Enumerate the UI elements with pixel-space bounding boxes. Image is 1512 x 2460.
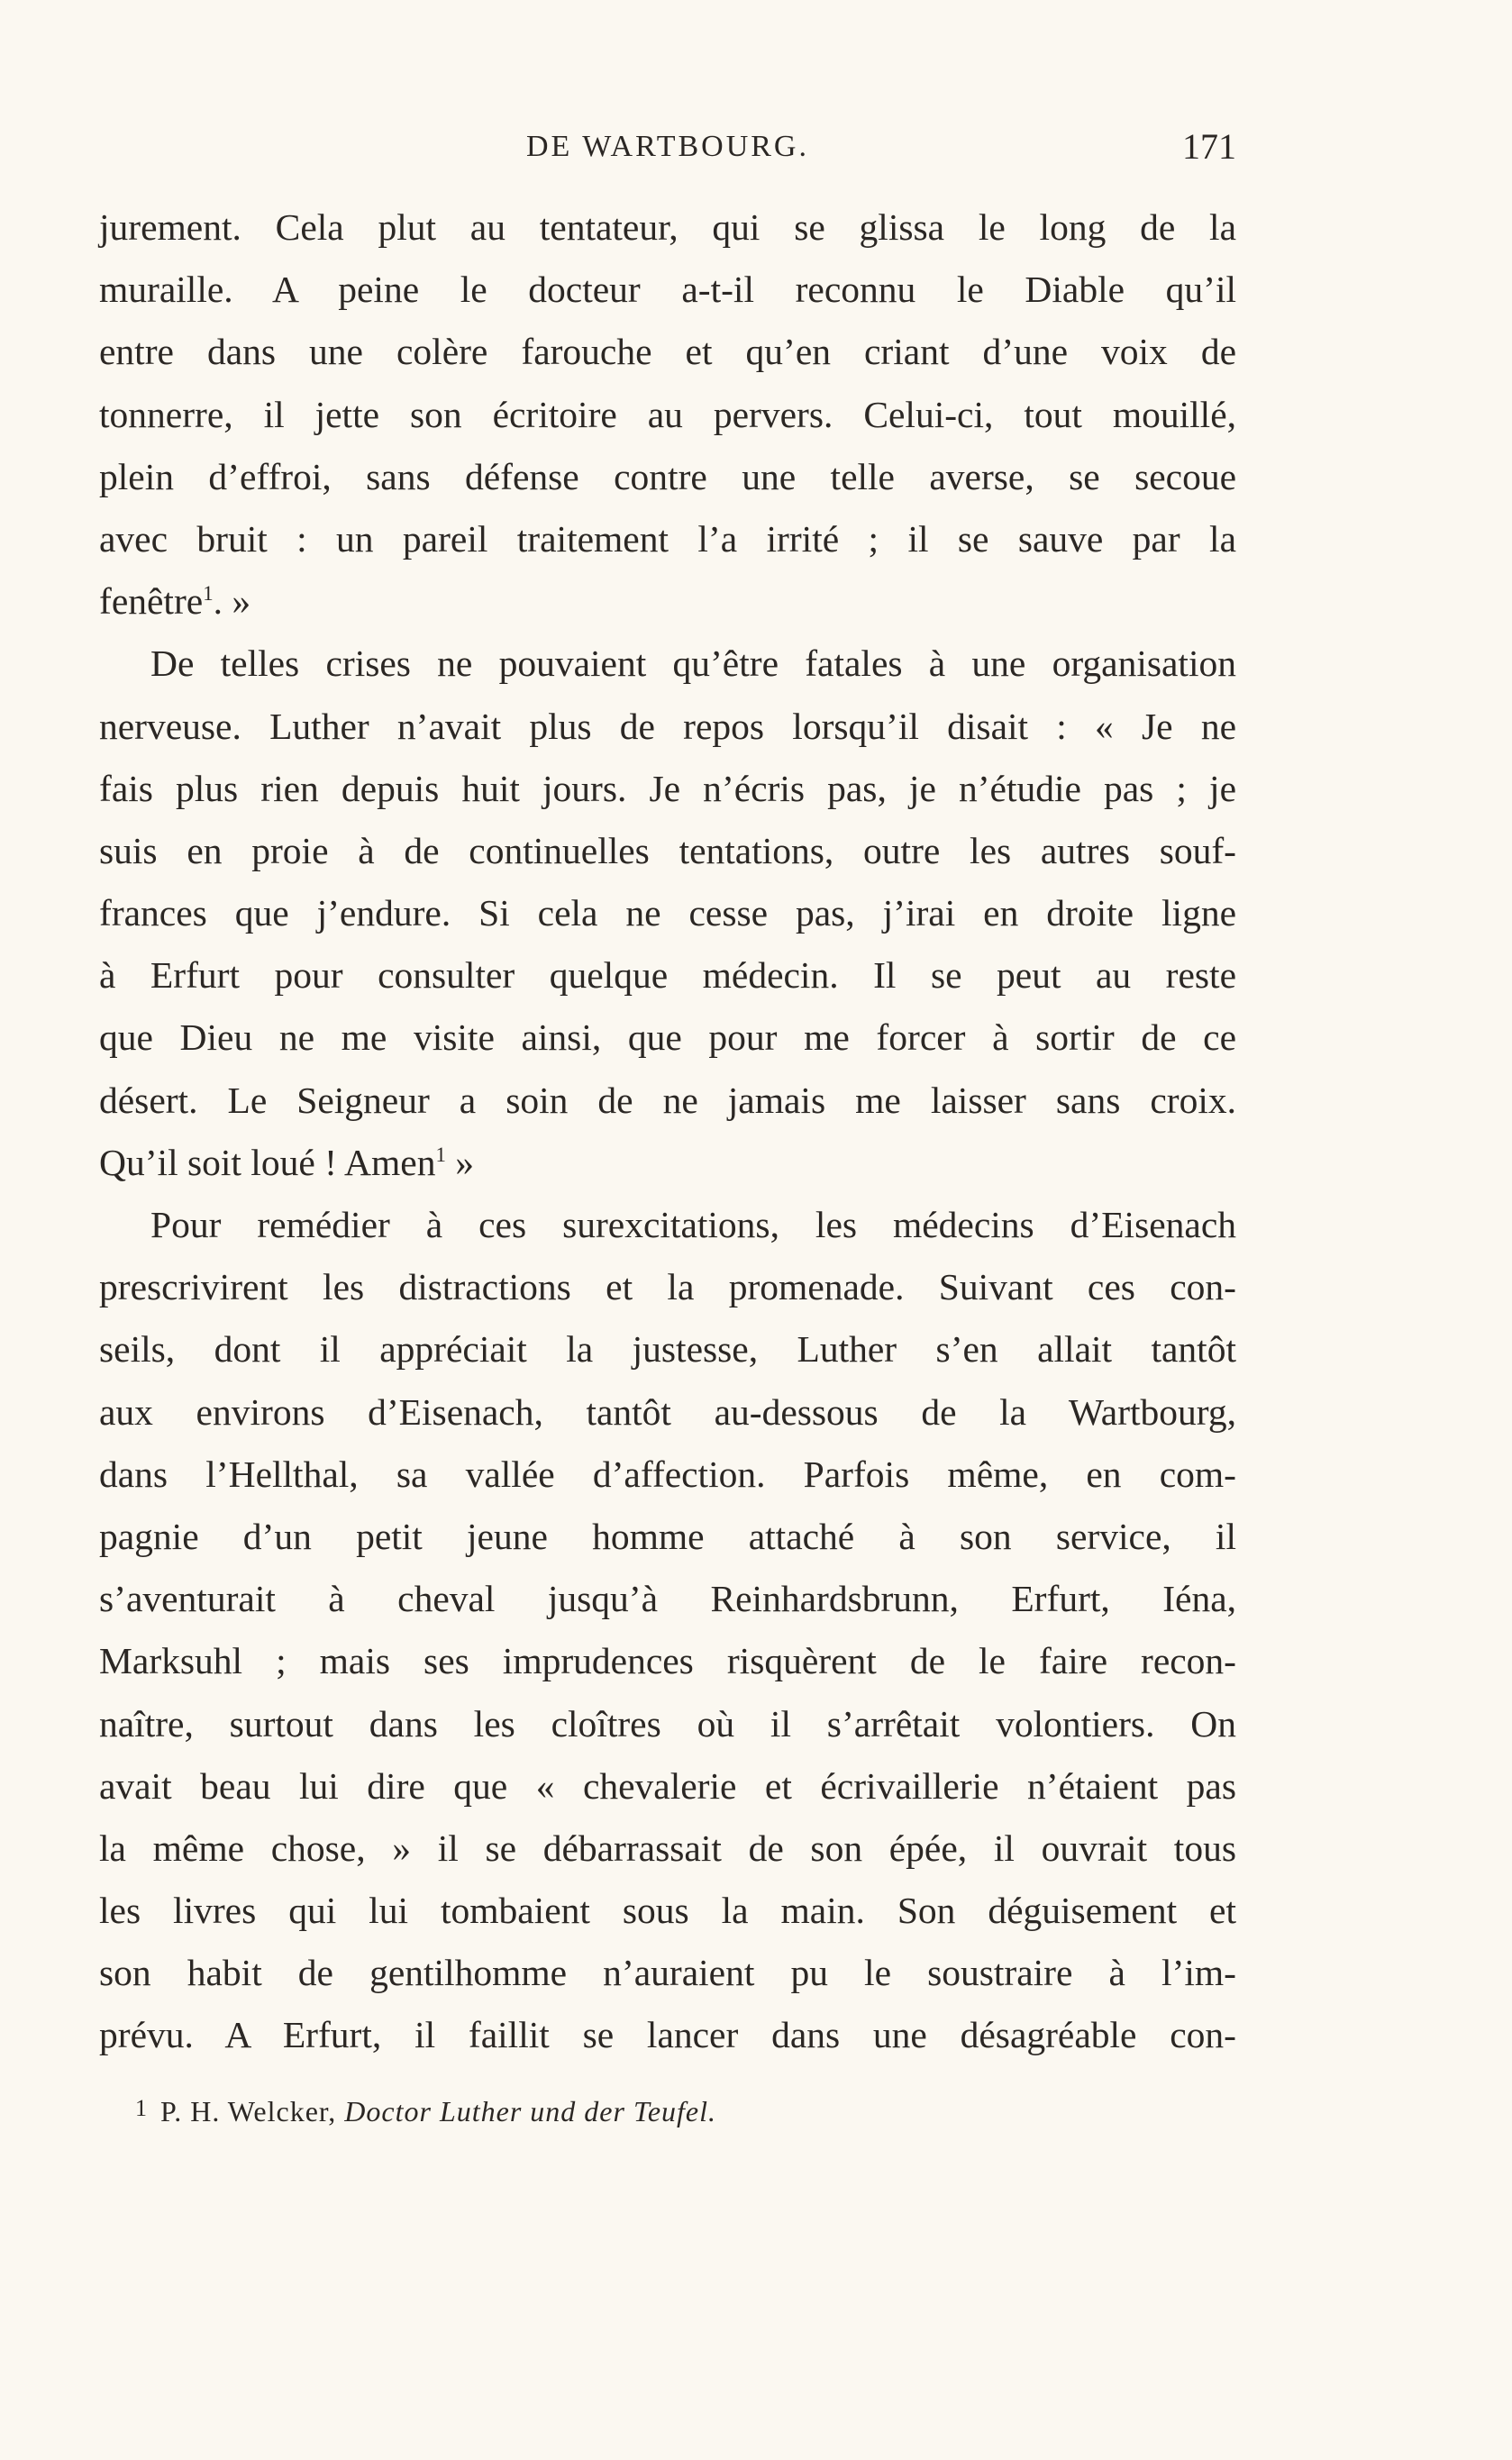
text-fragment: » <box>445 1141 474 1183</box>
text-line: entre dans une colère farouche et qu’en criant d’une voix de <box>99 331 1236 373</box>
text-line: désert. Le Seigneur a soin de ne jamais me laisser sans croix. <box>99 1079 1236 1121</box>
text-line: suis en proie à de continuelles tentations, outre les autres souf- <box>99 829 1236 871</box>
running-title: DE WARTBOURG. <box>525 130 809 163</box>
text-line: s’aventurait à cheval jusqu’à Reinhardsbrunn, Erfurt, Iéna, <box>99 1578 1236 1620</box>
footnote <box>135 2089 716 2131</box>
text-line: dans l’Hellthal, sa vallée d’affection. Parfois même, en com- <box>99 1453 1236 1495</box>
footnote-reference: 1 <box>203 582 214 606</box>
text-line: pagnie d’un petit jeune homme attaché à son service, il <box>99 1515 1236 1557</box>
text-line: la même chose, » il se débarrassait de son épée, il ouvrait tous <box>99 1827 1236 1869</box>
text-line: muraille. A peine le docteur a-t-il reconnu le Diable qu’il <box>99 269 1236 311</box>
text-line: nerveuse. Luther n’avait plus de repos lorsqu’il disait : « Je ne <box>99 705 1236 747</box>
text-line: fais plus rien depuis huit jours. Je n’écris pas, je n’étudie pas ; je <box>99 767 1236 809</box>
text-line: Marksuhl ; mais ses imprudences risquèrent de le faire recon- <box>99 1640 1236 1682</box>
text-line: avec bruit : un pareil traitement l’a irrité ; il se sauve par la <box>99 517 1236 560</box>
footnote-mark: 1 <box>135 2095 148 2121</box>
footnote-title: Doctor Luther und der Teufel. <box>344 2095 716 2127</box>
text-line: avait beau lui dire que « chevalerie et écrivaillerie n’étaient pas <box>99 1764 1236 1807</box>
text-line: prescrivirent les distractions et la promenade. Suivant ces con- <box>99 1266 1236 1308</box>
text-line: jurement. Cela plut au tentateur, qui se glissa le long de la <box>99 206 1236 248</box>
text-line: que Dieu ne me visite ainsi, que pour me forcer à sortir de ce <box>99 1016 1236 1059</box>
text-line: frances que j’endure. Si cela ne cesse pas, j’irai en droite ligne <box>99 892 1236 934</box>
text-fragment: Qu’il soit loué ! Amen <box>99 1141 436 1183</box>
text-fragment: . » <box>213 580 251 623</box>
text-line: prévu. A Erfurt, il faillit se lancer dans une désagréable con- <box>99 2014 1236 2056</box>
text-line <box>99 570 1236 633</box>
text-line: De telles crises ne pouvaient qu’être fatales à une organisation <box>150 642 1236 685</box>
text-line: seils, dont il appréciait la justesse, Luther s’en allait tantôt <box>99 1328 1236 1371</box>
text-fragment: fenêtre <box>99 580 204 623</box>
text-line <box>99 1132 1236 1194</box>
text-line: à Erfurt pour consulter quelque médecin. Il se peut au reste <box>99 954 1236 997</box>
text-line: plein d’effroi, sans défense contre une telle averse, se secoue <box>99 455 1236 497</box>
text-line: Pour remédier à ces surexcitations, les médecins d’Eisenach <box>150 1204 1236 1245</box>
footnote-reference: 1 <box>435 1143 446 1166</box>
running-head <box>99 124 1236 169</box>
footnote-author: P. H. Welcker, <box>160 2095 337 2127</box>
page-number: 171 <box>1182 126 1236 167</box>
text-line: aux environs d’Eisenach, tantôt au-dessous de la Wartbourg, <box>99 1390 1236 1433</box>
body-text <box>99 196 1236 2067</box>
text-line: tonnerre, il jette son écritoire au pervers. Celui-ci, tout mouillé, <box>99 393 1236 435</box>
text-line: les livres qui lui tombaient sous la main. Son déguisement et <box>99 1890 1236 1932</box>
text-line: son habit de gentilhomme n’auraient pu le soustraire à l’im- <box>99 1952 1236 1994</box>
text-line: naître, surtout dans les cloîtres où il s’arrêtait volontiers. On <box>99 1702 1236 1745</box>
